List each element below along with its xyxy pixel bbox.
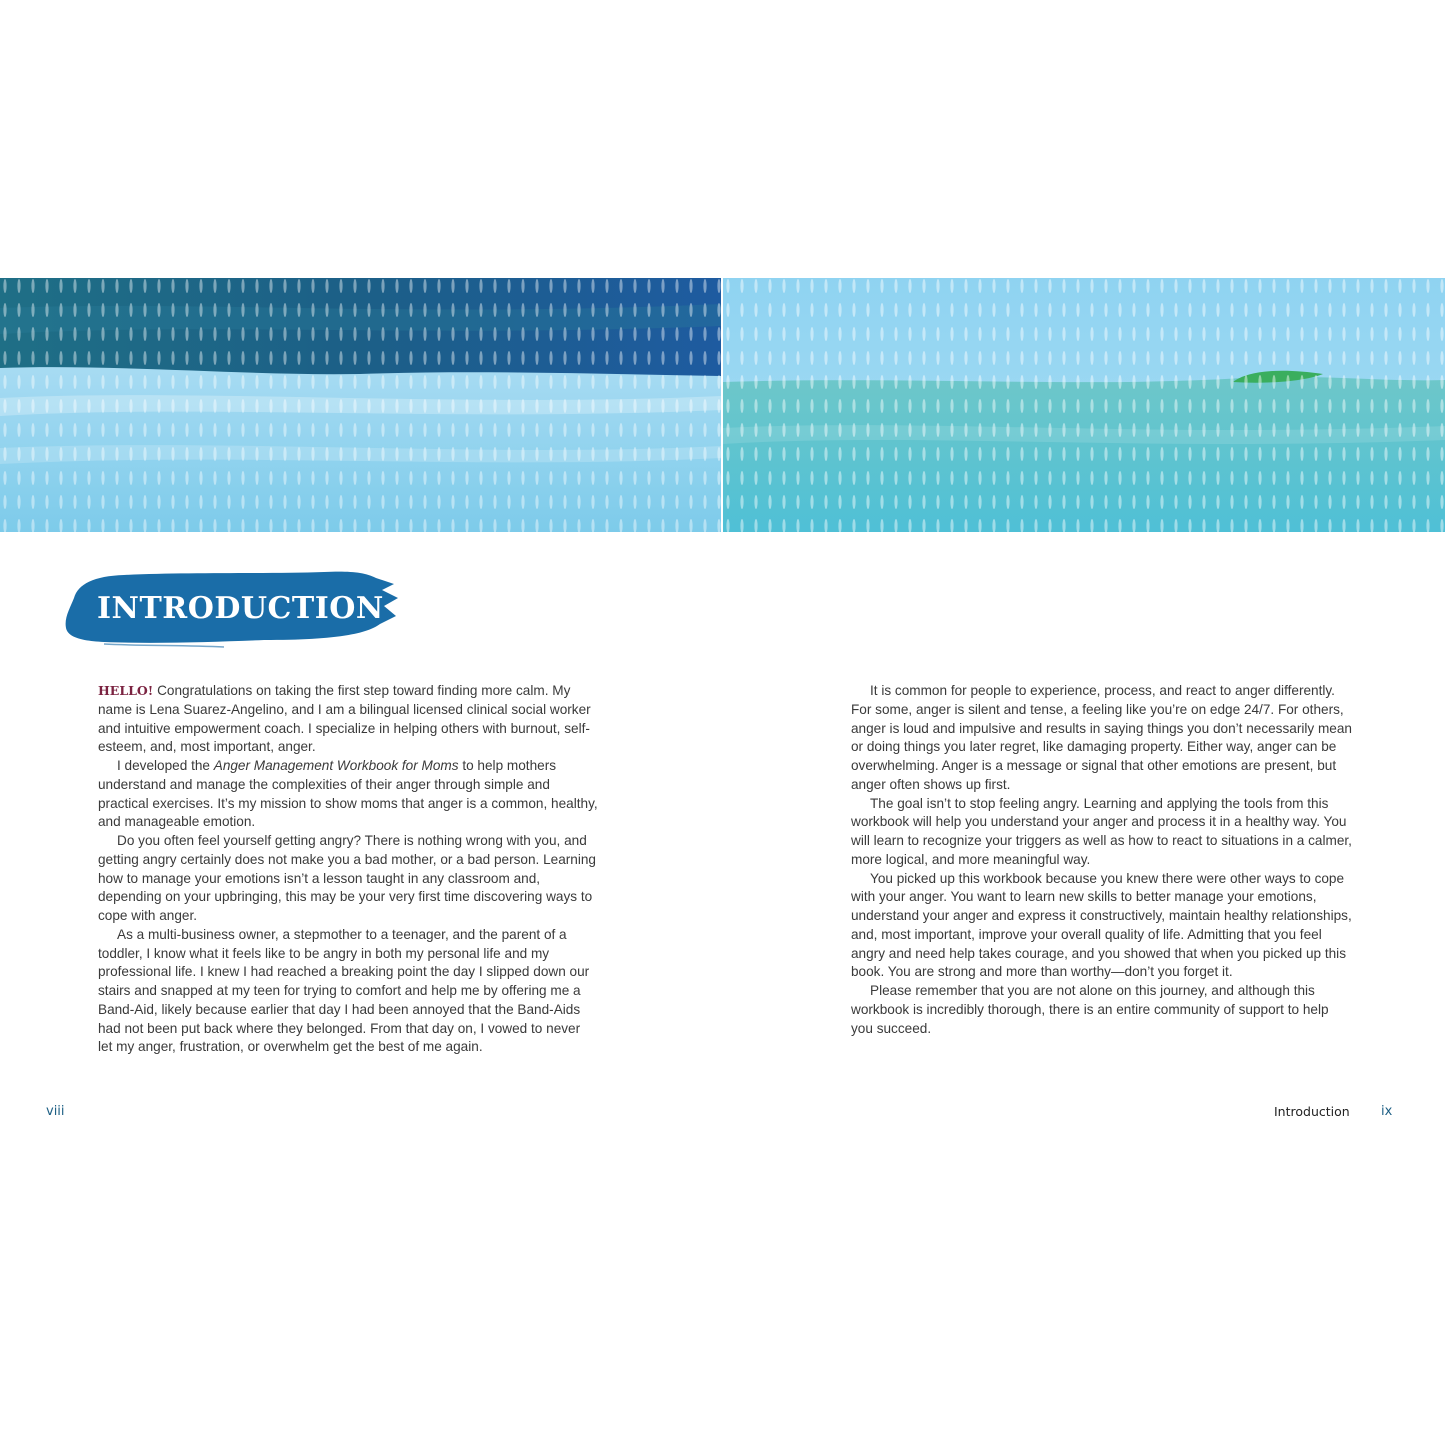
heading-brush-stroke — [64, 570, 400, 656]
paragraph-text: I developed the — [117, 758, 214, 773]
paragraph-text: to help mothers understand and manage the complexities of their anger through simple and practical exercises. It’s my mission to show moms that anger is a common, healthy, and manageable emotion. — [98, 758, 598, 830]
page-number-right: ix — [1381, 1104, 1393, 1119]
banner-illustration-left — [0, 278, 721, 532]
left-column — [98, 682, 598, 1057]
paragraph: It is common for people to experience, process, and react to anger differently. For some, anger is silent and tense, a feeling like you’re on edge 24/7. For others, anger is loud and impulsive and results in saying things you don’t necessarily mean or doing things you later regret, like damaging property. Either way, anger can be overwhelming. Anger is a message or signal that other emotions are present, but anger often shows up first. — [851, 683, 1352, 792]
paragraph: The goal isn’t to stop feeling angry. Learning and applying the tools from this workbook will help you understand your anger and process it in a healthy way. You will learn to recognize your triggers as well as how to react to situations in a calmer, more logical, and more meaningful way. — [851, 795, 1352, 867]
page-number-left: viii — [46, 1104, 65, 1119]
running-head: Introduction — [1274, 1104, 1350, 1119]
paragraph — [98, 757, 598, 832]
hello-lead-in: HELLO! — [98, 683, 154, 698]
right-column — [851, 682, 1353, 1038]
paragraph: As a multi-business owner, a stepmother to a teenager, and the parent of a toddler, I know what it feels like to be angry in both my personal life and my professional life. I knew I had reached a breaking point the day I slipped down our stairs and snapped at my teen for trying to comfort and help me by offering me a Band-Aid, likely because earlier that day I had been annoyed that the Band-Aids had not been put back where they belonged. From that day on, I vowed to never let my anger, frustration, or overwhelm get the best of me again. — [98, 926, 590, 1055]
page-title: INTRODUCTION — [97, 591, 384, 626]
paragraph: Do you often feel yourself getting angry? There is nothing wrong with you, and getting angry certainly does not make you a bad mother, or a bad person. Learning how to manage your emotions isn’t a lesson taught in any classroom and, depending on your upbringing, this may be your very first time discovering ways to cope with anger. — [98, 833, 596, 923]
paragraph-text: Congratulations on taking the first step toward finding more calm. My name is Lena Suarez-Angelino, and I am a bilingual licensed clinical social worker and intuitive empowerment coach. I specialize in helping others with burnout, self-esteem, and, most important, anger. — [98, 683, 591, 755]
book-title: Anger Management Workbook for Moms — [213, 758, 459, 773]
banner-illustration-right — [723, 278, 1445, 532]
paragraph: Please remember that you are not alone on this journey, and although this workbook is incredibly thorough, there is an entire community of support to help you succeed. — [851, 983, 1329, 1036]
paragraph: You picked up this workbook because you knew there were other ways to cope with your anger. You want to learn new skills to better manage your emotions, understand your anger and express it constructively, maintain healthy relationships, and, most important, improve your overall quality of life. Admitting that you feel angry and need help takes courage, and you showed that when you picked up this book. You are strong and more than worthy—don’t you forget it. — [851, 870, 1352, 980]
paragraph — [98, 682, 598, 757]
